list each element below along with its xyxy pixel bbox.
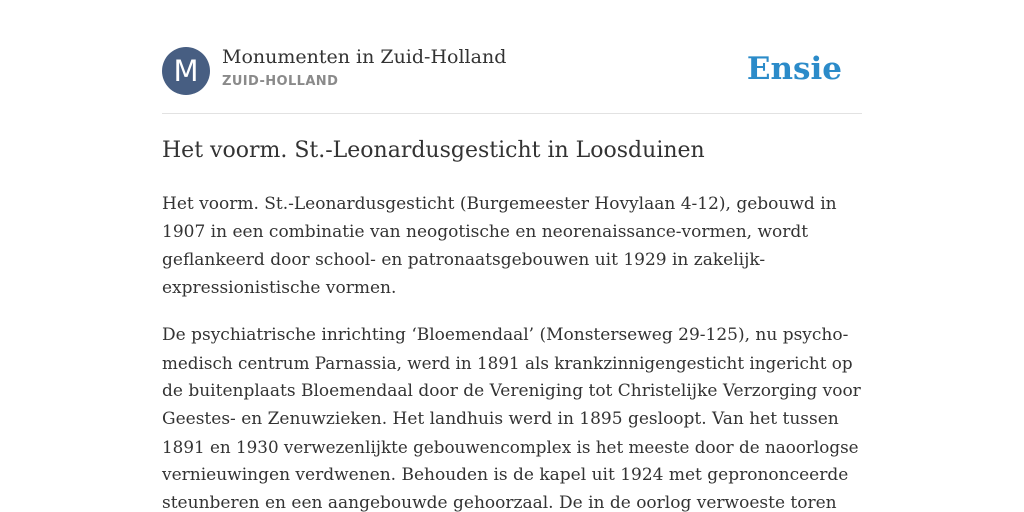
- header-divider: [162, 113, 862, 114]
- paragraph-2: [162, 321, 862, 512]
- paragraph-line: de buitenplaats Bloemendaal door de Vereniging tot Christelijke Verzorging voor: [162, 381, 861, 401]
- paragraph-line: medisch centrum Parnassia, werd in 1891 als krankzinnigengesticht ingericht op: [162, 353, 853, 373]
- brand-logo[interactable]: Ensie: [746, 51, 842, 87]
- article-title: Het voorm. St.-Leonardusgesticht in Loosduinen: [162, 138, 705, 163]
- paragraph-line: De psychiatrische inrichting ‘Bloemendaal’ (Monsterseweg 29-125), nu psycho-: [162, 325, 849, 345]
- source-subtitle[interactable]: ZUID-HOLLAND: [222, 74, 339, 89]
- article-body: [162, 190, 862, 512]
- source-header: [162, 46, 862, 96]
- paragraph-line: 1907 in een combinatie van neogotische en neorenaissance-vormen, wordt: [162, 222, 809, 242]
- avatar[interactable]: M: [162, 47, 210, 95]
- paragraph-line: Geestes- en Zenuwzieken. Het landhuis werd in 1895 gesloopt. Van het tussen: [162, 409, 839, 429]
- paragraph-line: steunberen en een aangebouwde gehoorzaal. De in de oorlog verwoeste toren: [162, 493, 837, 512]
- paragraph-line: expressionistische vormen.: [162, 278, 397, 298]
- paragraph-line: 1891 en 1930 verwezenlijkte gebouwencomplex is het meeste door de naoorlogse: [162, 437, 859, 457]
- source-title[interactable]: Monumenten in Zuid-Holland: [222, 46, 507, 68]
- paragraph-1: [162, 190, 862, 302]
- paragraph-line: geflankeerd door school- en patronaatsgebouwen uit 1929 in zakelijk-: [162, 250, 766, 270]
- paragraph-line: Het voorm. St.-Leonardusgesticht (Burgemeester Hovylaan 4-12), gebouwd in: [162, 194, 837, 214]
- paragraph-line: vernieuwingen verdwenen. Behouden is de kapel uit 1924 met geprononceerde: [162, 465, 849, 485]
